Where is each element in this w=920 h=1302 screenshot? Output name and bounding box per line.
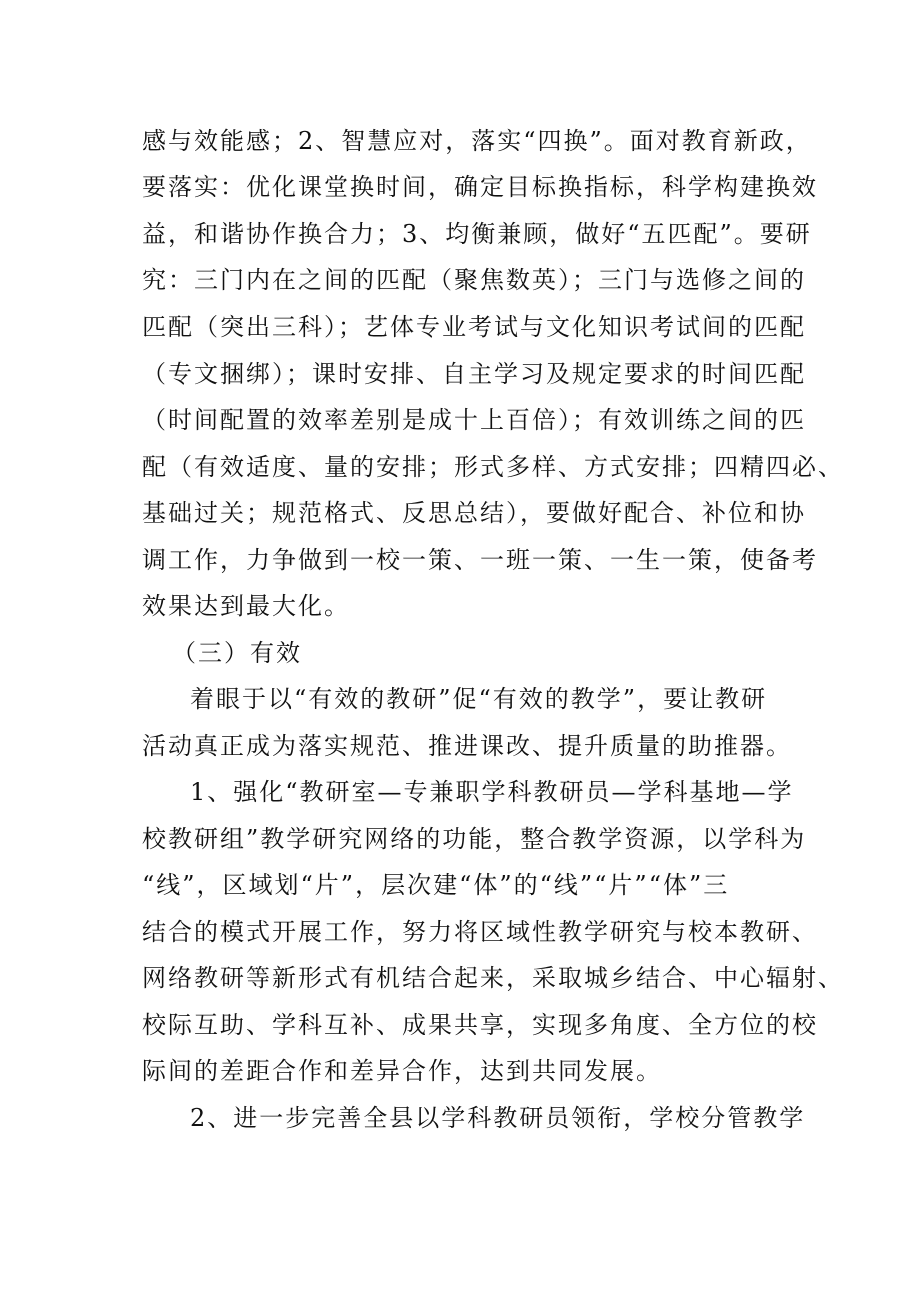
text-line-6: （专文捆绑）；课时安排、自主学习及规定要求的时间匹配 — [142, 360, 806, 388]
text-line-13: 着眼于以“有效的教研”促“有效的教学”，要让教研 — [190, 685, 768, 713]
text-line-19: 网络教研等新形式有机结合起来，采取城乡结合、中心辐射、 — [142, 964, 844, 992]
text-line-3: 益，和谐协作换合力；3、均衡兼顾，做好“五匹配”。要研 — [142, 220, 812, 248]
text-line-15: 1、强化“教研室—专兼职学科教研员—学科基地—学 — [190, 778, 794, 806]
text-line-22: 2、进一步完善全县以学科教研员领衔，学校分管教学 — [190, 1104, 806, 1132]
text-line-1: 感与效能感；2、智慧应对，落实“四换”。面对教育新政， — [142, 127, 812, 155]
text-line-20: 校际互助、学科互补、成果共享，实现多角度、全方位的校 — [142, 1011, 818, 1039]
text-line-21: 际间的差距合作和差异合作，达到共同发展。 — [142, 1057, 662, 1085]
text-line-9: 基础过关；规范格式、反思总结），要做好配合、补位和协 — [142, 499, 806, 527]
text-line-14: 活动真正成为落实规范、推进课改、提升质量的助推器。 — [142, 732, 792, 760]
text-line-8: 配（有效适度、量的安排；形式多样、方式安排；四精四必、 — [142, 453, 844, 481]
text-line-2: 要落实：优化课堂换时间，确定目标换指标，科学构建换效 — [142, 173, 818, 201]
text-line-17: “线”，区域划“片”，层次建“体”的“线”“片”“体”三 — [142, 871, 730, 899]
text-line-4: 究：三门内在之间的匹配（聚焦数英）；三门与选修之间的 — [142, 266, 806, 294]
text-line-11: 效果达到最大化。 — [142, 592, 350, 620]
text-line-7: （时间配置的效率差别是成十上百倍）；有效训练之间的匹 — [142, 406, 806, 434]
text-line-18: 结合的模式开展工作，努力将区域性教学研究与校本教研、 — [142, 918, 818, 946]
text-line-16: 校教研组”教学研究网络的功能，整合教学资源，以学科为 — [142, 825, 807, 853]
text-line-5: 匹配（突出三科）；艺体专业考试与文化知识考试间的匹配 — [142, 313, 806, 341]
section-heading: （三）有效 — [172, 639, 302, 667]
text-line-10: 调工作，力争做到一校一策、一班一策、一生一策，使备考 — [142, 546, 818, 574]
